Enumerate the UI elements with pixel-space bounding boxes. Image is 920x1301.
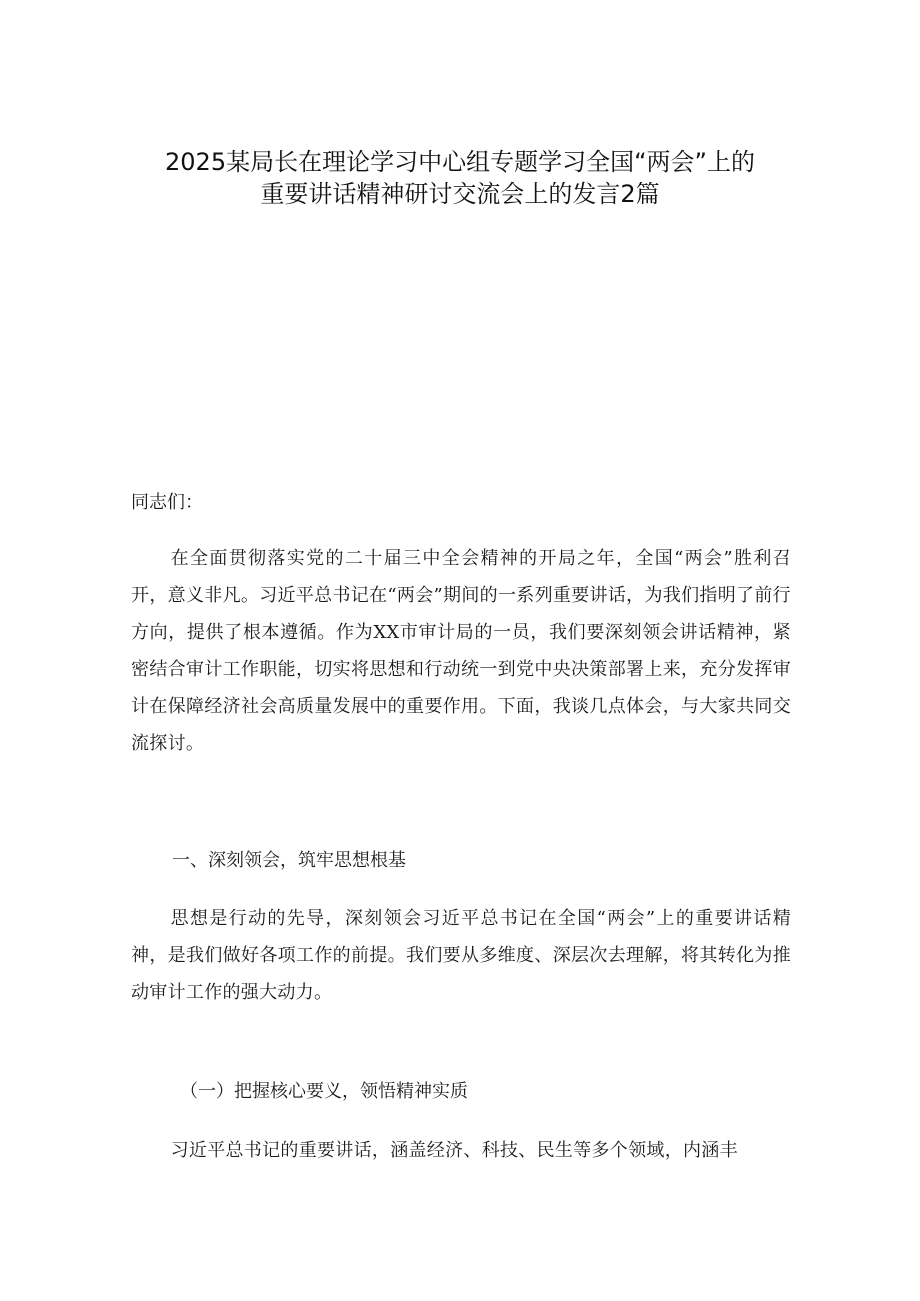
document-title-line-1: 2025某局长在理论学习中心组专题学习全国“两会”上的 (165, 148, 755, 176)
paragraph-intro: 在全面贯彻落实党的二十届三中全会精神的开局之年，全国“两会”胜利召开，意义非凡。习近平总书记在“两会”期间的一系列重要讲话，为我们指明了前行方向，提供了根本遵循。作为XX市审计局的一员，我们要深刻领会讲话精神，紧密结合审计工作职能，切实将思想和行动统一到党中央决策部署上来，充分发挥审计在保障经济社会高质量发展中的重要作用。下面，我谈几点体会，与大家共同交流探讨。 (131, 548, 791, 754)
document-title-line-2: 重要讲话精神研讨交流会上的发言2篇 (260, 180, 660, 208)
paragraph-subsection-1: 习近平总书记的重要讲话，涵盖经济、科技、民生等多个领域，内涵丰 (170, 1140, 738, 1161)
salutation: 同志们： (131, 492, 203, 513)
subsection-heading-1: （一）把握核心要义，领悟精神实质 (180, 1081, 468, 1102)
section-heading-1: 一、深刻领会，筑牢思想根基 (172, 850, 406, 871)
paragraph-section-1: 思想是行动的先导，深刻领会习近平总书记在全国“两会”上的重要讲话精神，是我们做好各项工作的前提。我们要从多维度、深层次去理解，将其转化为推动审计工作的强大动力。 (131, 908, 791, 1003)
